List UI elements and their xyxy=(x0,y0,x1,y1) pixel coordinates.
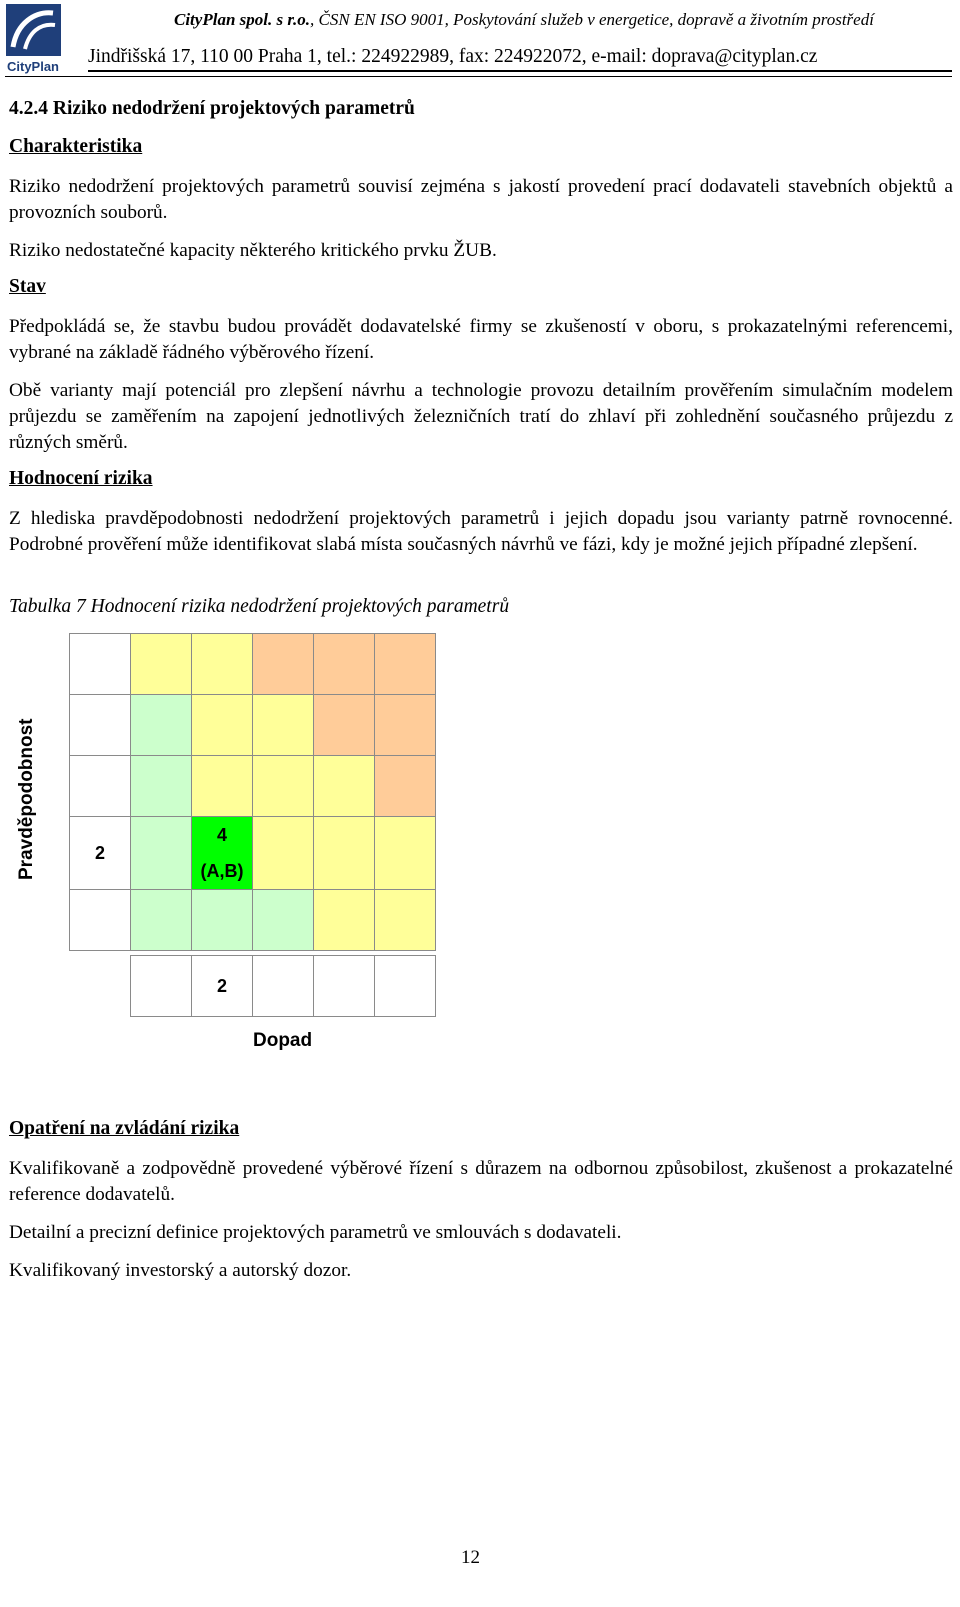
logo-text: CityPlan xyxy=(6,59,60,74)
charakteristika-paragraph-2: Riziko nedostatečné kapacity některého kritického prvku ŽUB. xyxy=(9,240,497,261)
opatreni-paragraph-2: Detailní a precizní definice projektových parametrů ve smlouvách s dodavateli. xyxy=(9,1222,622,1243)
matrix-cell xyxy=(252,755,314,817)
charakteristika-paragraph-1: Riziko nedodržení projektových parametrů souvisí zejména s jakostí provedení prací dodavateli stavebních objektů a provozních souborů. xyxy=(9,176,953,223)
matrix-cell xyxy=(69,889,131,951)
stav-heading: Stav xyxy=(9,276,46,297)
matrix-cell xyxy=(130,955,192,1017)
matrix-cell xyxy=(374,816,436,890)
matrix-cell xyxy=(313,889,375,951)
hodnoceni-paragraph-1: Z hlediska pravděpodobnosti nedodržení projektových parametrů i jejich dopadu jsou varianty patrně rovnocenné. Podrobné prověření může identifikovat slabá místa současných návrhů ve fázi, kdy je možné jejich případné zlepšení. xyxy=(9,508,953,555)
matrix-cell xyxy=(69,633,131,695)
header-rule xyxy=(88,70,952,72)
company-name: CityPlan spol. s r.o. xyxy=(174,10,311,29)
matrix-cell xyxy=(252,889,314,951)
matrix-cell xyxy=(252,816,314,890)
matrix-cell xyxy=(374,694,436,756)
stav-paragraph-1: Předpokládá se, že stavbu budou provádět dodavatelské firmy se zkušeností v oboru, s prokazatelnými referencemi, vybrané na základě řádného výběrového řízení. xyxy=(9,316,953,363)
header-rule-thin xyxy=(5,76,952,77)
matrix-cell xyxy=(374,955,436,1017)
matrix-cell xyxy=(313,755,375,817)
section-title: 4.2.4 Riziko nedodržení projektových parametrů xyxy=(9,98,415,119)
matrix-cell xyxy=(191,755,253,817)
matrix-cell xyxy=(374,633,436,695)
matrix-cell xyxy=(130,694,192,756)
matrix-col-label: 2 xyxy=(191,955,253,1017)
matrix-cell xyxy=(69,694,131,756)
matrix-x-axis-label: Dopad xyxy=(253,1030,313,1051)
header-address: Jindřišská 17, 110 00 Praha 1, tel.: 224922989, fax: 224922072, e-mail: doprava@cityplan.cz xyxy=(88,46,818,67)
matrix-cell xyxy=(191,889,253,951)
matrix-cell xyxy=(130,633,192,695)
stav-paragraph-2: Obě varianty mají potenciál pro zlepšení návrhu a technologie provozu detailním prověřením simulačním modelem průjezdu se zaměřením na zapojení jednotlivých železničních tratí do zhlaví při zohlednění současného průjezdu z různých směrů. xyxy=(9,380,953,453)
matrix-cell xyxy=(191,694,253,756)
matrix-cell xyxy=(69,755,131,817)
charakteristika-heading: Charakteristika xyxy=(9,136,143,157)
matrix-cell xyxy=(313,694,375,756)
cityplan-logo xyxy=(5,3,62,75)
matrix-y-axis-label: Pravděpodobnost xyxy=(16,718,37,880)
matrix-cell xyxy=(252,694,314,756)
matrix-cell xyxy=(252,955,314,1017)
matrix-cell xyxy=(313,816,375,890)
matrix-row-label: 2 xyxy=(69,816,131,890)
matrix-cell xyxy=(374,889,436,951)
page-number: 12 xyxy=(461,1547,480,1568)
matrix-cell-value: 4 xyxy=(216,825,227,845)
header-company-line xyxy=(174,10,874,30)
page-header xyxy=(0,0,960,82)
matrix-cell-highlight xyxy=(191,816,253,890)
risk-matrix xyxy=(69,633,439,1017)
matrix-cell xyxy=(252,633,314,695)
opatreni-paragraph-1: Kvalifikovaně a zodpovědně provedené výběrové řízení s důrazem na odbornou způsobilost, zkušenost a prokazatelné reference dodavatelů. xyxy=(9,1158,953,1205)
table-caption: Tabulka 7 Hodnocení rizika nedodržení projektových parametrů xyxy=(9,596,510,617)
matrix-cell xyxy=(130,889,192,951)
matrix-cell xyxy=(313,955,375,1017)
matrix-cell-variants: (A,B) xyxy=(200,861,244,881)
matrix-cell xyxy=(313,633,375,695)
matrix-cell xyxy=(191,633,253,695)
opatreni-paragraph-3: Kvalifikovaný investorský a autorský dozor. xyxy=(9,1260,352,1281)
company-tagline: , ČSN EN ISO 9001, Poskytování služeb v energetice, dopravě a životním prostředí xyxy=(310,10,874,29)
matrix-cell xyxy=(374,755,436,817)
matrix-cell xyxy=(130,816,192,890)
opatreni-heading: Opatření na zvládání rizika xyxy=(9,1118,240,1139)
matrix-cell xyxy=(130,755,192,817)
hodnoceni-heading: Hodnocení rizika xyxy=(9,468,153,489)
